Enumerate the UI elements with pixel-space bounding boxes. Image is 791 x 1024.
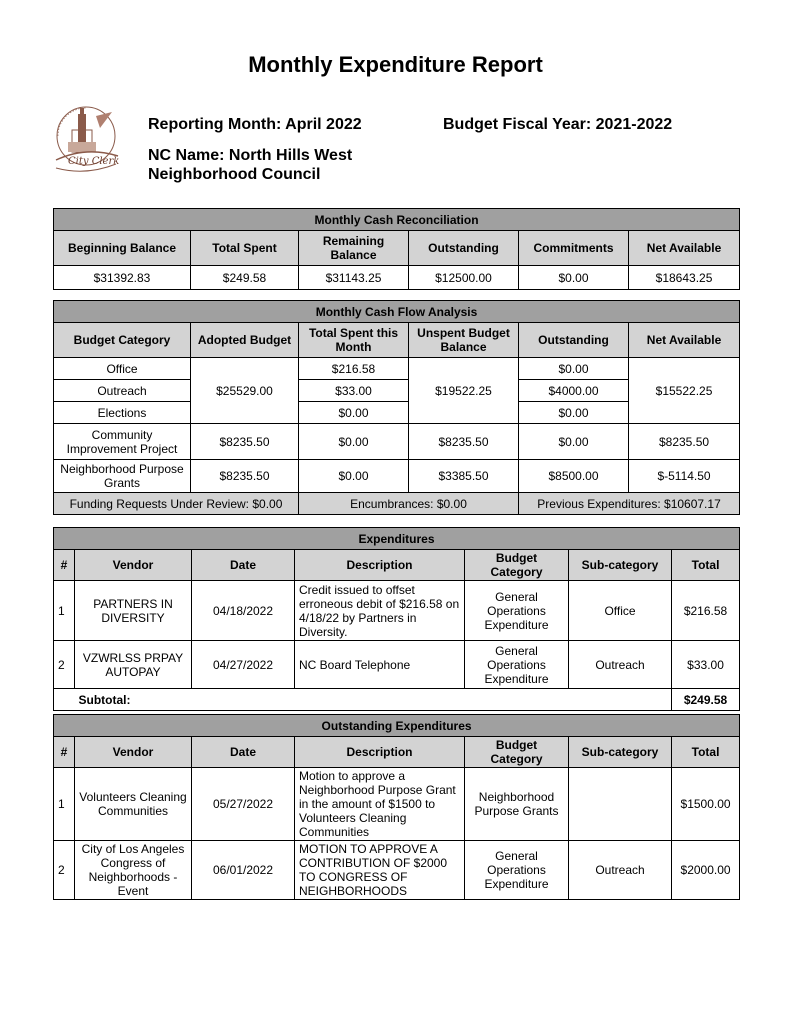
expenditures-table <box>53 527 740 711</box>
previous-expenditures: Previous Expenditures: $10607.17 <box>519 493 740 515</box>
commitments-value: $0.00 <box>519 266 629 290</box>
net-available-value: $18643.25 <box>629 266 740 290</box>
outstanding-value: $12500.00 <box>409 266 519 290</box>
category-outreach: Outreach <box>54 380 191 402</box>
column-header: Net Available <box>629 231 740 266</box>
vendor: PARTNERS IN DIVERSITY <box>75 581 192 641</box>
table-row <box>54 424 740 460</box>
row-number: 2 <box>54 641 75 689</box>
column-header: Net Available <box>629 323 740 358</box>
total-spent-value: $249.58 <box>191 266 299 290</box>
column-header: Total <box>672 550 740 581</box>
remaining-balance-value: $31143.25 <box>299 266 409 290</box>
column-header: Total Spent this Month <box>299 323 409 358</box>
column-header: Sub-category <box>569 550 672 581</box>
general-net-available: $15522.25 <box>629 358 740 424</box>
table-row <box>54 581 740 641</box>
city-clerk-seal-logo <box>50 102 122 178</box>
unspent-balance: $8235.50 <box>409 424 519 460</box>
section-title: Expenditures <box>54 528 740 550</box>
budget-category: General Operations Expenditure <box>465 581 569 641</box>
description: NC Board Telephone <box>295 641 465 689</box>
column-header: Total <box>672 737 740 768</box>
column-header: Budget Category <box>465 550 569 581</box>
row-number: 1 <box>54 768 75 841</box>
elections-spent: $0.00 <box>299 402 409 424</box>
total: $33.00 <box>672 641 740 689</box>
column-header: Sub-category <box>569 737 672 768</box>
reporting-month: Reporting Month: April 2022 <box>148 116 362 133</box>
vendor: Volunteers Cleaning Communities <box>75 768 192 841</box>
total: $2000.00 <box>672 841 740 900</box>
column-header: Vendor <box>75 737 192 768</box>
sub-category: Office <box>569 581 672 641</box>
row-number: 1 <box>54 581 75 641</box>
cash-flow-table <box>53 300 740 515</box>
encumbrances: Encumbrances: $0.00 <box>299 493 519 515</box>
subtotal-value: $249.58 <box>672 689 740 711</box>
section-title: Outstanding Expenditures <box>54 715 740 737</box>
column-header: # <box>54 737 75 768</box>
column-header: Outstanding <box>519 323 629 358</box>
outstanding: $0.00 <box>519 424 629 460</box>
adopted-budget: $8235.50 <box>191 424 299 460</box>
row-number: 2 <box>54 841 75 900</box>
table-row <box>54 768 740 841</box>
nc-name: NC Name: North Hills West Neighborhood Council <box>148 147 353 183</box>
budget-category: Neighborhood Purpose Grants <box>465 768 569 841</box>
outreach-outstanding: $4000.00 <box>519 380 629 402</box>
net-available: $-5114.50 <box>629 460 740 493</box>
column-header: Date <box>192 550 295 581</box>
net-available: $8235.50 <box>629 424 740 460</box>
outstanding: $8500.00 <box>519 460 629 493</box>
sub-category: Outreach <box>569 841 672 900</box>
report-title: Monthly Expenditure Report <box>248 52 543 77</box>
column-header: Budget Category <box>465 737 569 768</box>
cash-reconciliation-table <box>53 208 740 290</box>
svg-text:City Clerk: City Clerk <box>68 156 120 167</box>
column-header: Commitments <box>519 231 629 266</box>
date: 04/18/2022 <box>192 581 295 641</box>
total: $216.58 <box>672 581 740 641</box>
total-spent: $0.00 <box>299 424 409 460</box>
section-title: Monthly Cash Reconciliation <box>54 209 740 231</box>
description: Credit issued to offset erroneous debit of $216.58 on 4/18/22 by Partners in Diversity. <box>295 581 465 641</box>
total-spent: $0.00 <box>299 460 409 493</box>
section-title: Monthly Cash Flow Analysis <box>54 301 740 323</box>
table-row <box>54 641 740 689</box>
sub-category: Outreach <box>569 641 672 689</box>
table-row <box>54 460 740 493</box>
budget-fiscal-year: Budget Fiscal Year: 2021-2022 <box>443 116 673 133</box>
category-elections: Elections <box>54 402 191 424</box>
column-header: Total Spent <box>191 231 299 266</box>
column-header: Beginning Balance <box>54 231 191 266</box>
column-header: Adopted Budget <box>191 323 299 358</box>
office-spent: $216.58 <box>299 358 409 380</box>
budget-category: Community Improvement Project <box>54 424 191 460</box>
elections-outstanding: $0.00 <box>519 402 629 424</box>
office-outstanding: $0.00 <box>519 358 629 380</box>
description: MOTION TO APPROVE A CONTRIBUTION OF $2000 TO CONGRESS OF NEIGHBORHOODS <box>295 841 465 900</box>
column-header: Unspent Budget Balance <box>409 323 519 358</box>
total: $1500.00 <box>672 768 740 841</box>
sub-category <box>569 768 672 841</box>
general-unspent-balance: $19522.25 <box>409 358 519 424</box>
vendor: City of Los Angeles Congress of Neighborhoods - Event <box>75 841 192 900</box>
date: 04/27/2022 <box>192 641 295 689</box>
vendor: VZWRLSS PRPAY AUTOPAY <box>75 641 192 689</box>
budget-category: Neighborhood Purpose Grants <box>54 460 191 493</box>
subtotal-label: Subtotal: <box>75 689 672 711</box>
date: 05/27/2022 <box>192 768 295 841</box>
column-header: Date <box>192 737 295 768</box>
column-header: Vendor <box>75 550 192 581</box>
column-header: Description <box>295 737 465 768</box>
budget-category: General Operations Expenditure <box>465 841 569 900</box>
column-header: Outstanding <box>409 231 519 266</box>
column-header: Description <box>295 550 465 581</box>
table-row <box>54 841 740 900</box>
date: 06/01/2022 <box>192 841 295 900</box>
adopted-budget: $8235.50 <box>191 460 299 493</box>
column-header: Budget Category <box>54 323 191 358</box>
category-office: Office <box>54 358 191 380</box>
funding-requests-under-review: Funding Requests Under Review: $0.00 <box>54 493 299 515</box>
budget-category: General Operations Expenditure <box>465 641 569 689</box>
description: Motion to approve a Neighborhood Purpose Grant in the amount of $1500 to Volunteers Cleaning Communities <box>295 768 465 841</box>
general-adopted-budget: $25529.00 <box>191 358 299 424</box>
beginning-balance-value: $31392.83 <box>54 266 191 290</box>
unspent-balance: $3385.50 <box>409 460 519 493</box>
column-header: # <box>54 550 75 581</box>
outstanding-expenditures-table <box>53 714 740 900</box>
outreach-spent: $33.00 <box>299 380 409 402</box>
column-header: Remaining Balance <box>299 231 409 266</box>
